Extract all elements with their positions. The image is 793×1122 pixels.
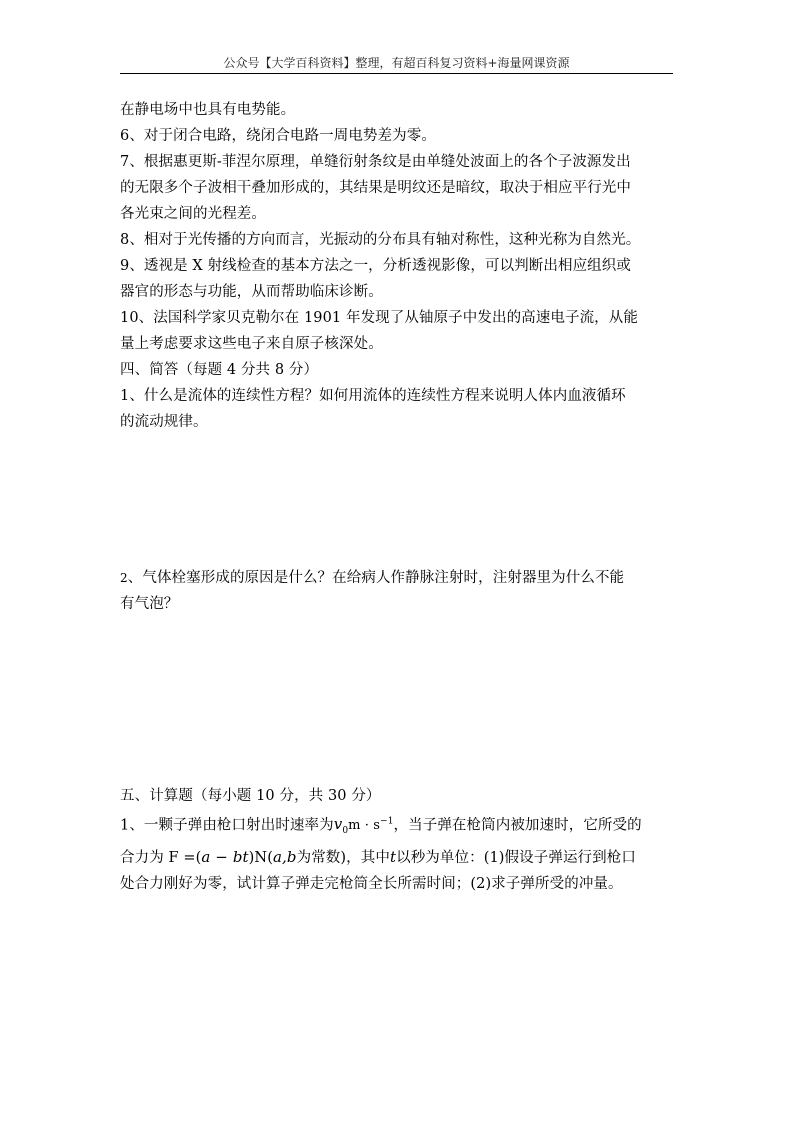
calc-1-text-f: 以秒为单位：(1)假设子弹运行到枪口 bbox=[396, 850, 636, 867]
question-2-number: 2 bbox=[120, 571, 128, 585]
answer-space-1 bbox=[120, 435, 680, 565]
text-line: 9、透视是 X 射线检查的基本方法之一，分析透视影像，可以判断出相应组织或 bbox=[120, 258, 631, 274]
time-symbol: t bbox=[389, 848, 397, 867]
text-line: 10、法国科学家贝克勒尔在 1901 年发现了从铀原子中发出的高速电子流，从能 bbox=[120, 310, 638, 326]
calc-1-text-b: ，当子弹在枪筒内被加速时，它所受的 bbox=[393, 817, 642, 834]
page-header: 公众号【大学百科资料】整理，有超百科复习资料+海量网课资源 bbox=[223, 56, 570, 70]
velocity-v: v bbox=[333, 815, 343, 834]
document-body bbox=[120, 97, 680, 897]
velocity-unit bbox=[348, 818, 393, 833]
calc-1-line-1 bbox=[120, 809, 680, 844]
text-line: 7、根据惠更斯-菲涅尔原理，单缝衍射条纹是由单缝处波面上的各个子波源发出 bbox=[120, 154, 631, 170]
unit-text: m · s bbox=[348, 818, 381, 834]
calc-1-line-2 bbox=[120, 844, 680, 871]
section-5-title: 五、计算题（每小题 10 分，共 30 分） bbox=[120, 788, 381, 804]
velocity-symbol bbox=[333, 815, 349, 837]
calc-1-line-3: 处合力刚好为零，试计算子弹走完枪筒全长所需时间；(2)求子弹所受的冲量。 bbox=[120, 876, 623, 893]
question-2-line-2: 有气泡？ bbox=[120, 596, 179, 612]
text-line: 各光束之间的光程差。 bbox=[120, 206, 266, 222]
text-line: 8、相对于光传播的方向而言，光振动的分布具有轴对称性，这种光称为自然光。 bbox=[120, 232, 641, 248]
answer-space-2 bbox=[120, 617, 680, 783]
statement-list bbox=[120, 97, 680, 435]
force-expression: a − bt bbox=[201, 848, 249, 867]
text-line: 的无限多个子波相干叠加形成的，其结果是明纹还是暗纹，取决于相应平行光中 bbox=[120, 180, 631, 196]
text-line: 的流动规律。 bbox=[120, 414, 208, 430]
calc-1-text-c: 合力为 F =( bbox=[120, 850, 202, 867]
text-line: 在静电场中也具有电势能。 bbox=[120, 102, 296, 118]
text-line: 6、对于闭合电路，绕闭合电路一周电势差为零。 bbox=[120, 128, 436, 144]
text-line: 器官的形态与功能，从而帮助临床诊断。 bbox=[120, 284, 383, 300]
velocity-subscript: 0 bbox=[342, 826, 349, 837]
calc-1-text-e: 为常数)，其中 bbox=[296, 850, 390, 867]
text-line: 量上考虑要求这些电子来自原子核深处。 bbox=[120, 336, 383, 352]
question-2-text: 、气体栓塞形成的原因是什么？在给病人作静脉注射时，注射器里为什么不能 bbox=[127, 570, 625, 586]
text-line: 1、什么是流体的连续性方程？如何用流体的连续性方程来说明人体内血液循环 bbox=[120, 388, 626, 404]
calc-1-text-a: 1、一颗子弹由枪口射出时速率为 bbox=[120, 817, 334, 834]
header-divider bbox=[120, 73, 673, 74]
question-2-line-1 bbox=[120, 565, 680, 591]
calc-1-text-d: )N( bbox=[248, 850, 273, 867]
unit-exponent: −1 bbox=[380, 817, 394, 827]
text-line: 四、简答（每题 4 分共 8 分） bbox=[120, 362, 319, 378]
constants-ab: a,b bbox=[272, 848, 297, 867]
